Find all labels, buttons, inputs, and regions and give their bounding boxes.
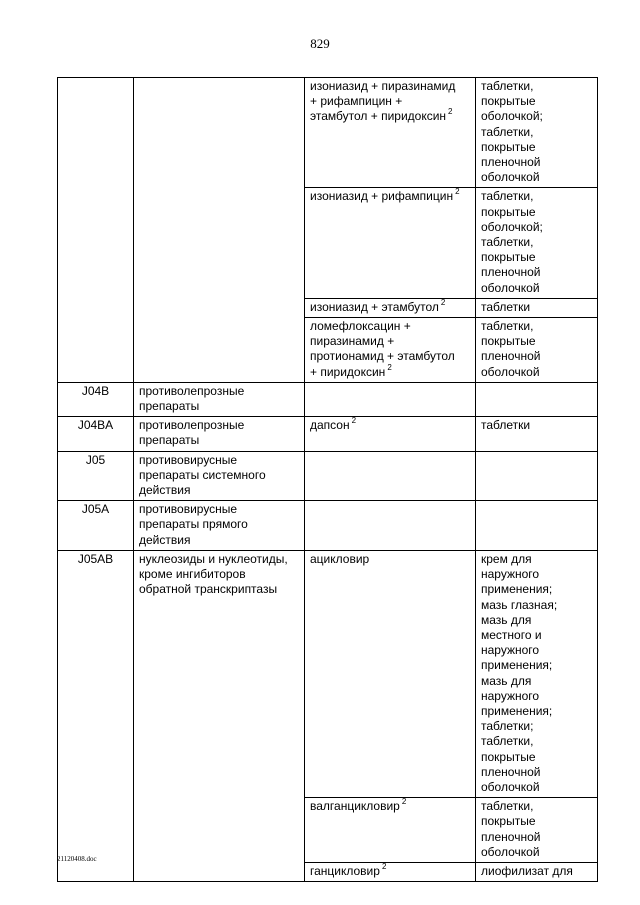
dosage-form-line: таблетки, [481,79,534,93]
atc-code-cell: J05A [58,501,134,551]
group-name-line: обратной транскриптазы [139,582,278,597]
table-row [58,78,598,188]
group-name-line: действия [139,532,191,547]
table-row [58,550,598,797]
drug-name-line: протионамид + этамбутол [310,349,455,364]
drug-name-line: дапсон [310,418,350,433]
document-filename: 21120408.doc [57,855,97,863]
drug-name-line: + рифампицин + [310,94,403,109]
drug-name-cell [305,188,476,298]
dosage-form-line: пленочной [481,764,541,779]
dosage-form-line: таблетки [481,299,531,314]
dosage-form-line: таблетки, [481,319,534,334]
footnote-marker: 2 [381,861,387,871]
dosage-form-line: применения; [481,658,553,673]
dosage-form-line: применения; [481,703,553,718]
atc-code-cell [58,78,134,383]
drug-name-line: + пиридоксин [310,364,386,379]
drug-name-cell [305,862,476,881]
dosage-form-line: мазь глазная; [481,597,558,612]
group-name-line: препараты прямого [139,517,248,532]
table-row [58,501,598,551]
group-name-line: кроме ингибиторов [139,567,246,582]
dosage-form-cell [476,501,598,551]
group-name-cell [134,501,305,551]
dosage-form-line: покрытые [481,814,536,829]
dosage-form-line: таблетки; [481,719,534,734]
dosage-form-line: таблетки, [481,189,534,204]
dosage-form-line: мазь для [481,673,532,688]
dosage-form-line: мазь для [481,612,532,627]
dosage-form-line: таблетки, [481,124,534,139]
drug-name-line: этамбутол + пиридоксин [310,109,447,124]
table-row [58,451,598,501]
dosage-form-line: крем для [481,551,532,566]
dosage-form-line: местного и [481,627,542,642]
group-name-cell [134,451,305,501]
dosage-form-line: пленочной [481,265,541,280]
dosage-form-line: оболочкой; [481,219,543,234]
drug-name-line: изониазид + пиразинамид [310,79,456,93]
dosage-form-line: оболочкой [481,779,540,794]
footnote-marker: 2 [387,362,392,372]
drug-name-cell [305,78,476,188]
dosage-form-line: пленочной [481,829,541,844]
dosage-form-line: покрытые [481,334,536,349]
group-name-line: препараты [139,433,200,448]
footnote-marker: 2 [401,797,407,807]
atc-code-cell: J05 [58,451,134,501]
dosage-form-cell [476,298,598,317]
dosage-form-line: покрытые [481,139,536,154]
dosage-form-line: оболочкой [481,364,540,379]
dosage-form-line: оболочкой [481,280,540,295]
dosage-form-line: наружного [481,643,540,658]
drug-name-cell [305,798,476,863]
dosage-form-line: наружного [481,567,540,582]
dosage-form-cell [476,188,598,298]
drug-name-cell [305,417,476,451]
dosage-form-line: таблетки [481,418,531,433]
drug-name-line: изониазид + этамбутол [310,299,439,314]
dosage-form-cell [476,550,598,797]
dosage-form-line: пленочной [481,155,541,170]
table-row [58,417,598,451]
dosage-form-line: оболочкой [481,170,540,185]
group-name-line: противовирусные [139,452,238,467]
drug-name-cell [305,382,476,416]
atc-code-cell: J04B [58,382,134,416]
dosage-form-line: покрытые [481,204,536,219]
dosage-form-cell [476,382,598,416]
drug-name-cell [305,451,476,501]
dosage-form-line: таблетки, [481,734,534,749]
group-name-line: препараты системного [139,467,266,482]
drug-table [57,77,598,882]
dosage-form-line: лиофилизат для [481,863,573,878]
dosage-form-line: оболочкой; [481,109,543,124]
drug-name-cell [305,501,476,551]
page-number: 829 [310,36,330,51]
group-name-line: противовирусные [139,502,238,517]
group-name-cell [134,78,305,383]
drug-name-line: пиразинамид + [310,334,395,349]
atc-code-cell: J04BA [58,417,134,451]
group-name-cell [134,382,305,416]
group-name-cell [134,417,305,451]
group-name-line: противолепрозные [139,418,245,433]
drug-name-line: валганцикловир [310,799,400,814]
dosage-form-cell [476,417,598,451]
dosage-form-line: применения; [481,582,553,597]
dosage-form-line: оболочкой [481,844,540,859]
dosage-form-line: покрытые [481,94,536,109]
dosage-form-cell [476,862,598,881]
dosage-form-line: покрытые [481,749,536,764]
drug-name-line: ацикловир [310,551,370,566]
dosage-form-line: таблетки, [481,799,534,814]
dosage-form-cell [476,451,598,501]
drug-name-line: изониазид + рифампицин [310,189,454,204]
group-name-line: препараты [139,399,200,414]
footnote-marker: 2 [351,416,357,426]
drug-name-line: ломефлоксацин + [310,319,411,334]
dosage-form-line: наружного [481,688,540,703]
group-name-cell [134,550,305,881]
atc-code-cell: J05AB [58,550,134,881]
footnote-marker: 2 [448,107,453,117]
dosage-form-line: пленочной [481,349,541,364]
dosage-form-cell [476,78,598,188]
dosage-form-cell [476,798,598,863]
dosage-form-line: таблетки, [481,235,534,250]
footnote-marker: 2 [440,297,446,307]
footnote-marker: 2 [455,187,460,197]
group-name-line: противолепрозные [139,383,245,398]
table-row [58,382,598,416]
dosage-form-cell [476,318,598,383]
drug-name-cell [305,298,476,317]
group-name-line: нуклеозиды и нуклеотиды, [139,551,288,566]
dosage-form-line: покрытые [481,250,536,265]
drug-name-line: ганцикловир [310,863,380,878]
group-name-line: действия [139,483,191,498]
drug-name-cell [305,550,476,797]
drug-name-cell [305,318,476,383]
